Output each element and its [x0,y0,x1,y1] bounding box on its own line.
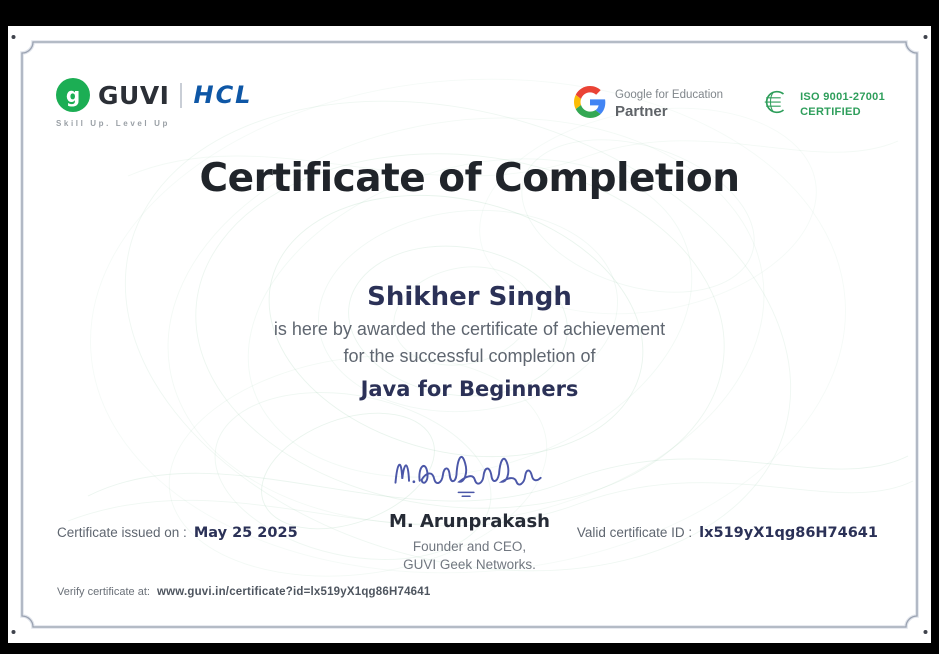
google-education-badge [574,86,723,123]
guvi-wordmark: GUVI [98,80,170,110]
iso-globe-icon [761,87,791,122]
award-line-1: is here by awarded the certificate of achievement [273,319,666,339]
certificate-id-row [577,525,878,541]
signatory-role-1: Founder and CEO, [412,539,527,554]
signatory-name: M. Arunprakash [388,511,550,532]
verify-row [57,586,430,598]
iso-badge-line2: CERTIFIED [800,105,861,118]
certificate [8,26,931,643]
issued-on-row [57,525,298,541]
certificate-id-value: lx519yX1qg86H74641 [699,525,878,541]
guvi-logo-icon [56,78,90,112]
guvi-logo-letter: g [65,83,81,107]
certificate-title: Certificate of Completion [199,156,740,201]
google-badge-line1: Google for Education [615,89,724,101]
google-badge-line2: Partner [615,103,668,120]
verify-label: Verify certificate at: [57,586,150,598]
award-line-2: for the successful completion of [343,346,596,366]
certificate-id-label: Valid certificate ID : [576,525,693,540]
issued-on-label: Certificate issued on : [57,525,187,540]
brand-divider [180,83,182,108]
signature-image [385,444,555,509]
iso-certified-badge [761,87,885,122]
signature-block [8,444,931,574]
issued-on-date: May 25 2025 [193,525,298,541]
brand-block [56,78,252,128]
verify-url-link[interactable]: www.guvi.in/certificate?id=lx519yX1qg86H74641 [156,586,431,598]
partner-badges [574,86,885,123]
guvi-tagline: Skill Up. Level Up [56,119,170,128]
google-g-icon [574,86,606,123]
hcl-logo: HCL [193,81,253,109]
signatory-role-2: GUVI Geek Networks. [403,557,536,573]
recipient-name: Shikher Singh [367,282,572,312]
course-name: Java for Beginners [360,377,579,401]
iso-badge-line1: ISO 9001-27001 [800,91,885,104]
